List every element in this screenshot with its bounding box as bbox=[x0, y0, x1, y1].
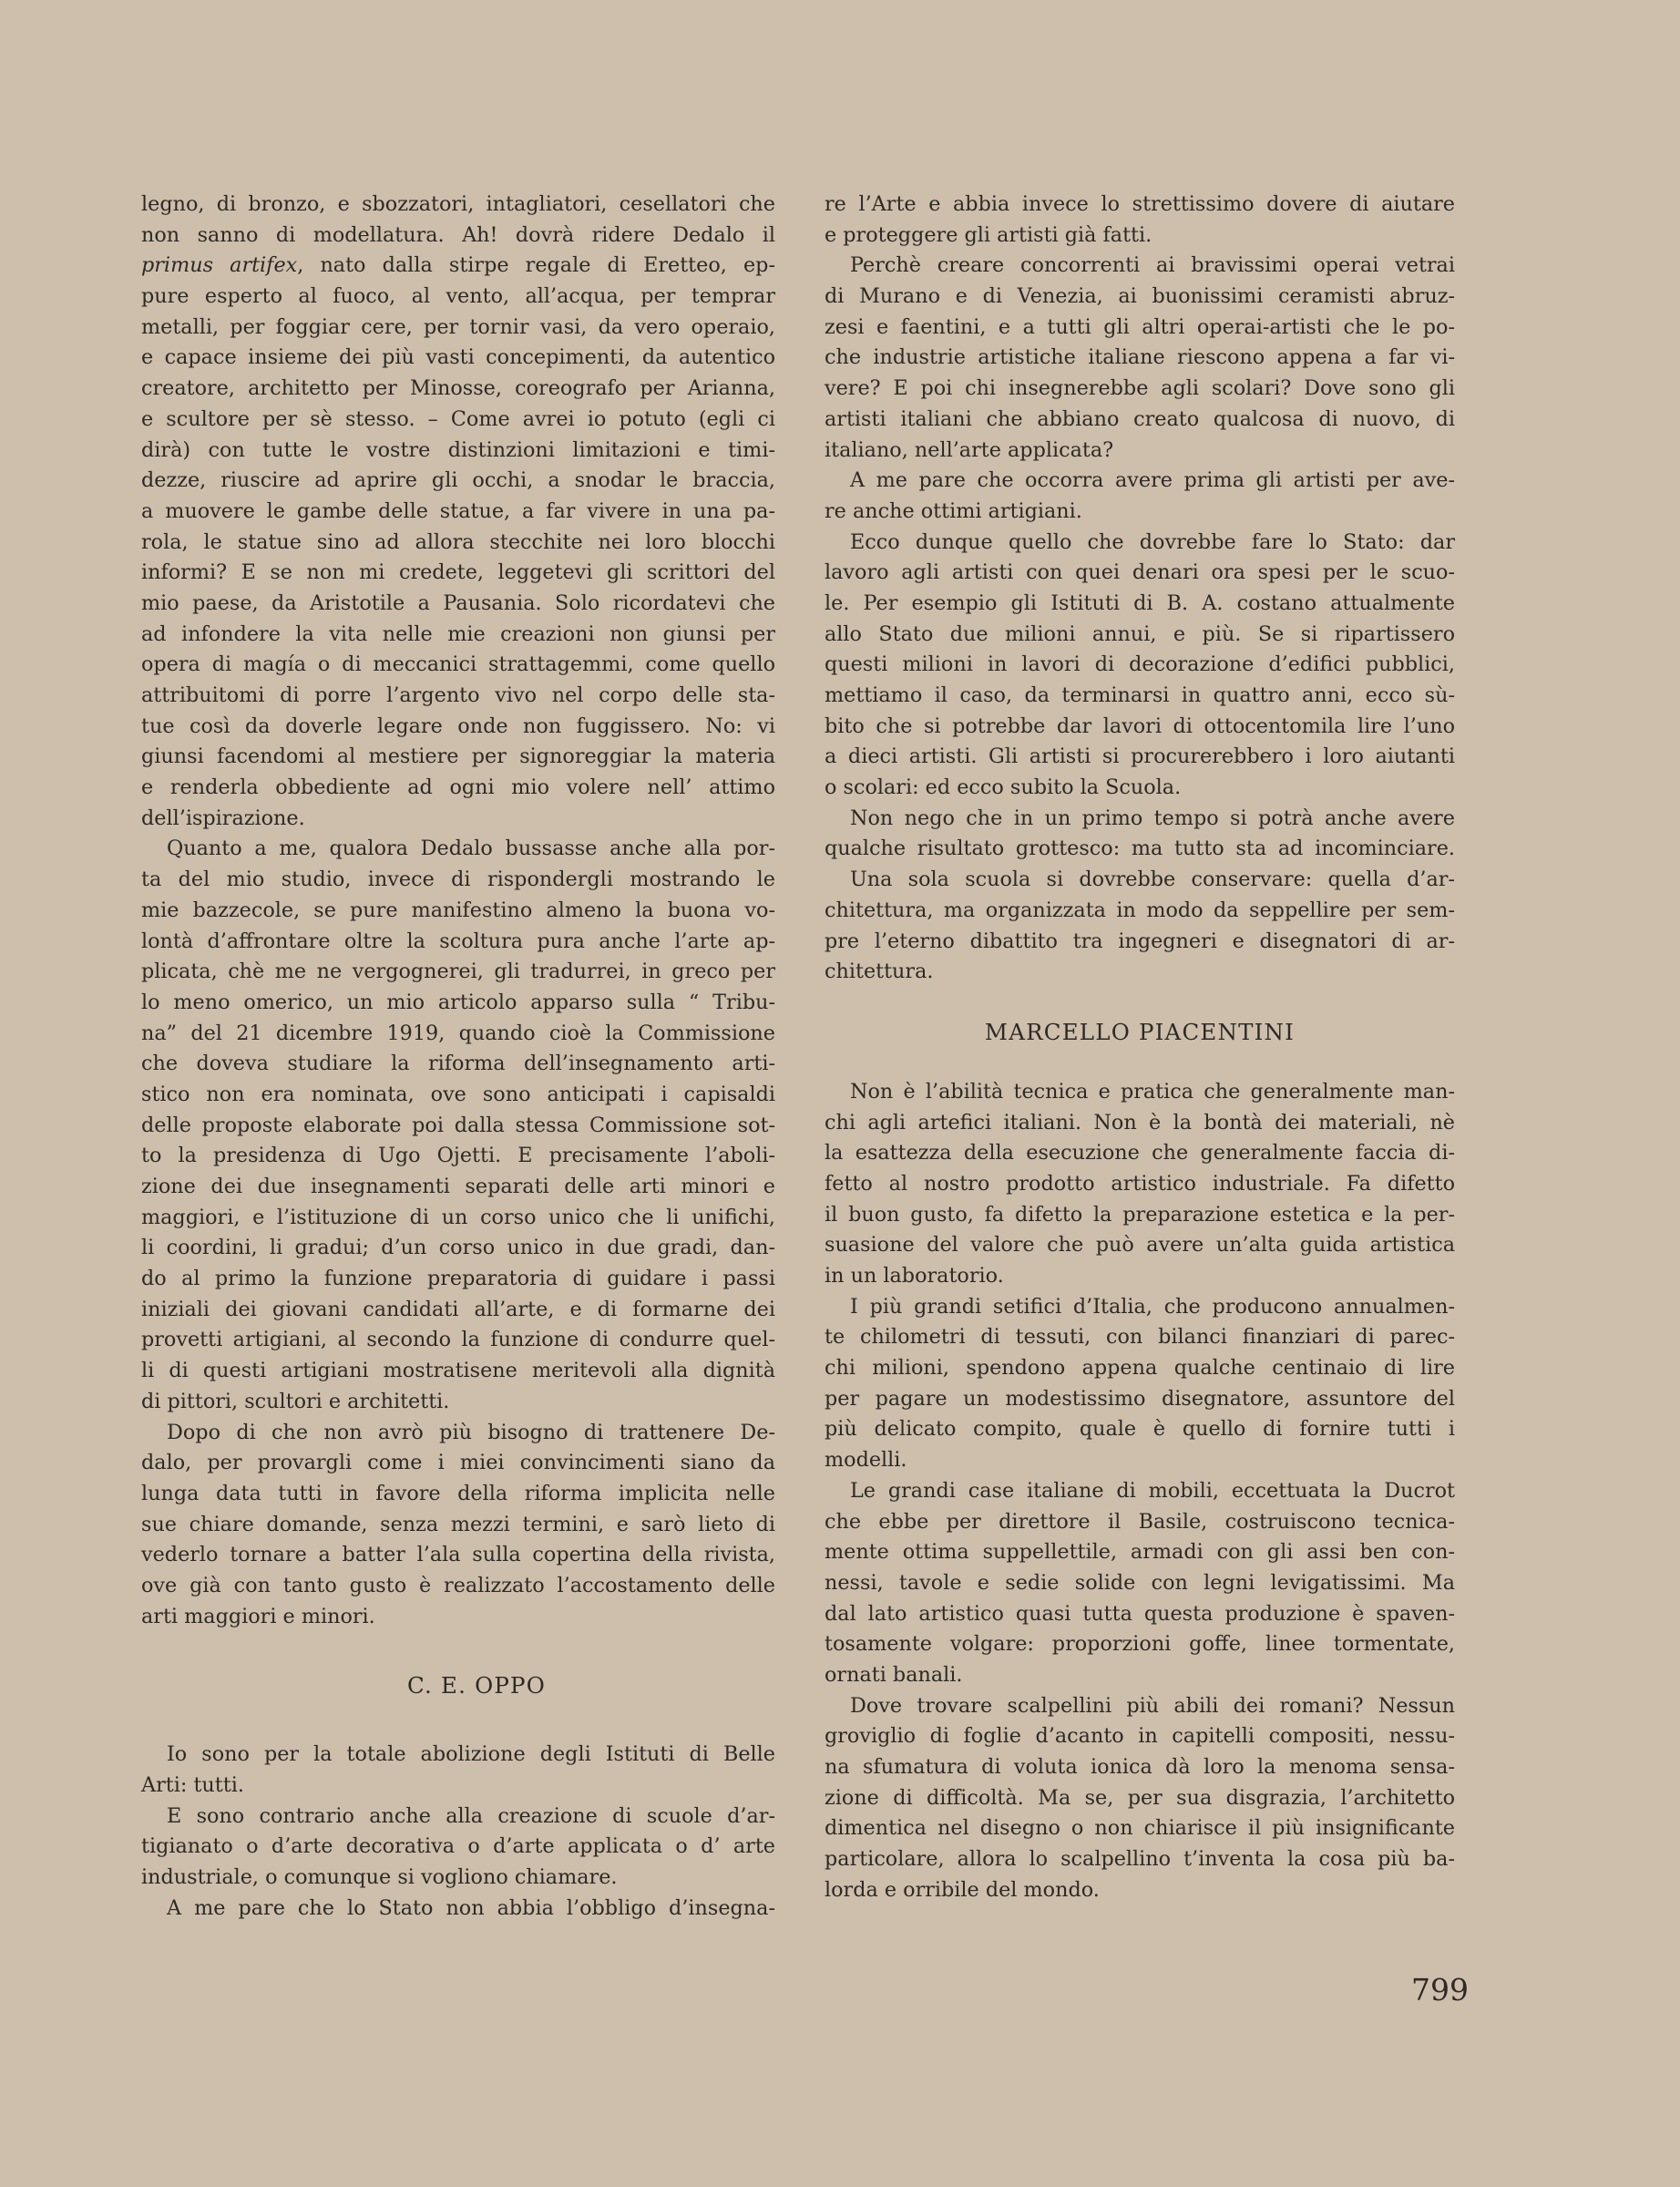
text-line: vere? E poi chi insegnerebbe agli scolari? Dove sono gli bbox=[825, 376, 1455, 401]
text-line: do al primo la funzione preparatoria di guidare i passi bbox=[141, 1267, 775, 1291]
text-line: zione di difficoltà. Ma se, per sua disgrazia, l’architetto bbox=[825, 1785, 1455, 1810]
text-line: provetti artigiani, al secondo la funzione di condurre quel- bbox=[141, 1328, 775, 1352]
text-line: Perchè creare concorrenti ai bravissimi operai vetrai bbox=[850, 253, 1455, 278]
text-line: più delicato compito, quale è quello di fornire tutti i bbox=[825, 1417, 1455, 1442]
text-line: non sanno di modellatura. Ah! dovrà ridere Dedalo il bbox=[141, 222, 775, 247]
text-line: lorda e orribile del mondo. bbox=[825, 1877, 1100, 1902]
text-line: na sfumatura di voluta ionica dà loro la menoma sensa- bbox=[825, 1755, 1455, 1779]
text-line: legno, di bronzo, e sbozzatori, intagliatori, cesellatori che bbox=[141, 192, 775, 216]
text-line: stico non era nominata, ove sono anticipati i capisaldi bbox=[141, 1082, 775, 1106]
text-line: li coordini, li gradui; d’un corso unico in due gradi, dan- bbox=[141, 1236, 775, 1260]
text-line: Non è l’abilità tecnica e pratica che generalmente man- bbox=[850, 1079, 1455, 1104]
text-line: ornati banali. bbox=[825, 1662, 963, 1687]
text-line: lontà d’affrontare oltre la scoltura pura anche l’arte ap- bbox=[141, 929, 775, 953]
text-line: a muovere le gambe delle statue, a far vivere in una pa- bbox=[141, 498, 775, 523]
text-line: di Murano e di Venezia, ai buonissimi ceramisti abruz- bbox=[825, 284, 1455, 309]
text-line: Una sola scuola si dovrebbe conservare: quella d’ar- bbox=[850, 868, 1455, 892]
text-line: li di questi artigiani mostratisene meritevoli alla dignità bbox=[141, 1359, 775, 1383]
text-line: pre l’eterno dibattito tra ingegneri e disegnatori di ar- bbox=[825, 929, 1455, 953]
text-line: il buon gusto, fa difetto la preparazione estetica e la per- bbox=[825, 1202, 1455, 1227]
text-line: chi agli artefici italiani. Non è la bontà dei materiali, nè bbox=[825, 1110, 1455, 1135]
text-line: qualche risultato grottesco: ma tutto sta ad incominciare. bbox=[825, 837, 1455, 861]
text-line: e capace insieme dei più vasti concepimenti, da autentico bbox=[141, 345, 775, 370]
text-line: pure esperto al fuoco, al vento, all’acqua, per temprar bbox=[141, 284, 775, 309]
text-line: vederlo tornare a batter l’ala sulla copertina della rivista, bbox=[141, 1543, 775, 1567]
text-line: questi milioni in lavori di decorazione d’edifici pubblici, bbox=[825, 652, 1455, 677]
text-line: particolare, allora lo scalpellino t’inventa la cosa più ba- bbox=[825, 1847, 1455, 1872]
text-line: e scultore per sè stesso. – Come avrei io potuto (egli ci bbox=[141, 406, 775, 431]
text-line: modelli. bbox=[825, 1448, 907, 1473]
text-line: le. Per esempio gli Istituti di B. A. costano attualmente bbox=[825, 590, 1455, 615]
text-line: ove già con tanto gusto è realizzato l’accostamento delle bbox=[141, 1573, 775, 1597]
text-line: arti maggiori e minori. bbox=[141, 1604, 375, 1628]
left-column bbox=[141, 190, 775, 1924]
text-line: a dieci artisti. Gli artisti si procurerebbero i loro aiutanti bbox=[825, 744, 1455, 769]
text-line: primus artifex, nato dalla stirpe regale di Eretteo, ep- bbox=[141, 253, 775, 278]
text-line: opera di magía o di meccanici strattagemmi, come quello bbox=[141, 652, 775, 677]
text-line: mie bazzecole, se pure manifestino almeno la buona vo- bbox=[141, 898, 775, 922]
text-line: plicata, chè me ne vergognerei, gli tradurrei, in greco per bbox=[141, 960, 775, 984]
right-column bbox=[825, 190, 1455, 1905]
author-signature: C. E. OPPO bbox=[406, 1672, 547, 1699]
text-line: tue così da doverle legare onde non fuggissero. No: vi bbox=[141, 714, 775, 738]
text-line: rola, le statue sino ad allora stecchite nei loro blocchi bbox=[141, 529, 775, 554]
text-line: Le grandi case italiane di mobili, eccettuata la Ducrot bbox=[850, 1478, 1455, 1503]
text-line: suasione del valore che può avere un’alta guida artistica bbox=[825, 1233, 1455, 1258]
text-line: attribuitomi di porre l’argento vivo nel corpo delle sta- bbox=[141, 683, 775, 707]
text-line: re l’Arte e abbia invece lo strettissimo dovere di aiutare bbox=[825, 192, 1455, 216]
text-line: e renderla obbediente ad ogni mio volere nell’ attimo bbox=[141, 775, 775, 800]
text-line: sue chiare domande, senza mezzi termini, e sarò lieto di bbox=[141, 1512, 775, 1536]
text-line: lunga data tutti in favore della riforma implicita nelle bbox=[141, 1481, 775, 1505]
text-line: A me pare che occorra avere prima gli artisti per ave- bbox=[850, 468, 1455, 493]
text-line: informi? E se non mi credete, leggetevi gli scrittori del bbox=[141, 560, 775, 585]
text-line: chitettura. bbox=[825, 960, 934, 984]
text-line: dell’ispirazione. bbox=[141, 806, 305, 830]
text-line: lavoro agli artisti con quei denari ora spesi per le scuo- bbox=[825, 560, 1455, 585]
text-line: dimentica nel disegno o non chiarisce il più insignificante bbox=[825, 1816, 1455, 1841]
text-line: mente ottima suppellettile, armadi con gli assi ben con- bbox=[825, 1540, 1455, 1565]
text-line: Arti: tutti. bbox=[141, 1773, 244, 1797]
text-line: che doveva studiare la riforma dell’insegnamento arti- bbox=[141, 1052, 775, 1076]
text-line: Io sono per la totale abolizione degli Istituti di Belle bbox=[167, 1742, 775, 1767]
text-line: tosamente volgare: proporzioni goffe, linee tormentate, bbox=[825, 1632, 1455, 1657]
text-line: creatore, architetto per Minosse, coreografo per Arianna, bbox=[141, 376, 775, 401]
text-line: E sono contrario anche alla creazione di scuole d’ar- bbox=[167, 1803, 775, 1828]
text-line: dal lato artistico quasi tutta questa produzione è spaven- bbox=[825, 1601, 1455, 1626]
text-line: chitettura, ma organizzata in modo da seppellire per sem- bbox=[825, 898, 1455, 922]
text-line: re anche ottimi artigiani. bbox=[825, 498, 1082, 523]
text-line: che ebbe per direttore il Basile, costruiscono tecnica- bbox=[825, 1509, 1455, 1534]
text-line: metalli, per foggiar cere, per tornir vasi, da vero operaio, bbox=[141, 314, 775, 339]
text-line: groviglio di foglie d’acanto in capitelli compositi, nessu- bbox=[825, 1724, 1455, 1749]
text-line: I più grandi setifici d’Italia, che producono annualmen- bbox=[850, 1294, 1455, 1319]
text-line: Ecco dunque quello che dovrebbe fare lo Stato: dar bbox=[850, 529, 1455, 554]
text-line: nessi, tavole e sedie solide con legni levigatissimi. Ma bbox=[825, 1570, 1455, 1595]
text-line: lo meno omerico, un mio articolo apparso sulla “ Tribu- bbox=[141, 990, 775, 1014]
text-line: iniziali dei giovani candidati all’arte, e di formarne dei bbox=[141, 1297, 775, 1321]
text-line: Quanto a me, qualora Dedalo bussasse anche alla por- bbox=[167, 837, 775, 861]
text-line: maggiori, e l’istituzione di un corso unico che li unifichi, bbox=[141, 1205, 775, 1229]
text-line: ad infondere la vita nelle mie creazioni non giunsi per bbox=[141, 621, 775, 646]
page-number: 799 bbox=[1411, 1972, 1469, 2007]
text-line: mettiamo il caso, da terminarsi in quattro anni, ecco sù- bbox=[825, 683, 1455, 707]
text-line: te chilometri di tessuti, con bilanci finanziari di parec- bbox=[825, 1325, 1455, 1350]
text-line: allo Stato due milioni annui, e più. Se si ripartissero bbox=[825, 621, 1455, 646]
text-line: e proteggere gli artisti già fatti. bbox=[825, 222, 1152, 247]
text-line: Non nego che in un primo tempo si potrà anche avere bbox=[850, 806, 1455, 830]
text-line: per pagare un modestissimo disegnatore, assuntore del bbox=[825, 1386, 1455, 1411]
text-line: A me pare che lo Stato non abbia l’obbligo d’insegna- bbox=[167, 1895, 775, 1920]
text-line: in un laboratorio. bbox=[825, 1264, 1004, 1288]
text-line: bito che si potrebbe dar lavori di ottocentomila lire l’uno bbox=[825, 714, 1455, 738]
text-line: Dove trovare scalpellini più abili dei romani? Nessun bbox=[850, 1693, 1455, 1718]
text-line: che industrie artistiche italiane riescono appena a far vi- bbox=[825, 345, 1455, 370]
text-line: o scolari: ed ecco subito la Scuola. bbox=[825, 775, 1182, 800]
text-line: giunsi facendomi al mestiere per signoreggiar la materia bbox=[141, 744, 775, 769]
text-line: to la presidenza di Ugo Ojetti. E precisamente l’aboli- bbox=[141, 1144, 775, 1168]
text-line: la esattezza della esecuzione che generalmente faccia di- bbox=[825, 1141, 1455, 1165]
text-line: ta del mio studio, invece di rispondergli mostrando le bbox=[141, 868, 775, 892]
author-signature: MARCELLO PIACENTINI bbox=[984, 1018, 1296, 1045]
text-line: zesi e faentini, e a tutti gli altri operai-artisti che le po- bbox=[825, 314, 1455, 339]
text-line: mio paese, da Aristotile a Pausania. Solo ricordatevi che bbox=[141, 590, 775, 615]
text-line: italiano, nell’arte applicata? bbox=[825, 437, 1114, 462]
text-line: chi milioni, spendono appena qualche centinaio di lire bbox=[825, 1356, 1455, 1381]
text-line: zione dei due insegnamenti separati delle arti minori e bbox=[141, 1175, 775, 1198]
text-line: fetto al nostro prodotto artistico industriale. Fa difetto bbox=[825, 1171, 1455, 1196]
text-line: dalo, per provargli come i miei convincimenti siano da bbox=[141, 1451, 775, 1475]
text-line: tigianato o d’arte decorativa o d’arte applicata o d’ arte bbox=[141, 1834, 775, 1859]
text-line: dezze, riuscire ad aprire gli occhi, a snodar le braccia, bbox=[141, 468, 775, 493]
text-line: industriale, o comunque si vogliono chiamare. bbox=[141, 1865, 618, 1890]
text-line: delle proposte elaborate poi dalla stessa Commissione sot- bbox=[141, 1113, 775, 1137]
text-line: Dopo di che non avrò più bisogno di trattenere De- bbox=[167, 1420, 775, 1444]
text-line: di pittori, scultori e architetti. bbox=[141, 1389, 450, 1413]
text-line: na” del 21 dicembre 1919, quando cioè la Commissione bbox=[141, 1021, 775, 1045]
text-line: dirà) con tutte le vostre distinzioni limitazioni e timi- bbox=[141, 437, 775, 462]
text-line: artisti italiani che abbiano creato qualcosa di nuovo, di bbox=[825, 406, 1455, 431]
